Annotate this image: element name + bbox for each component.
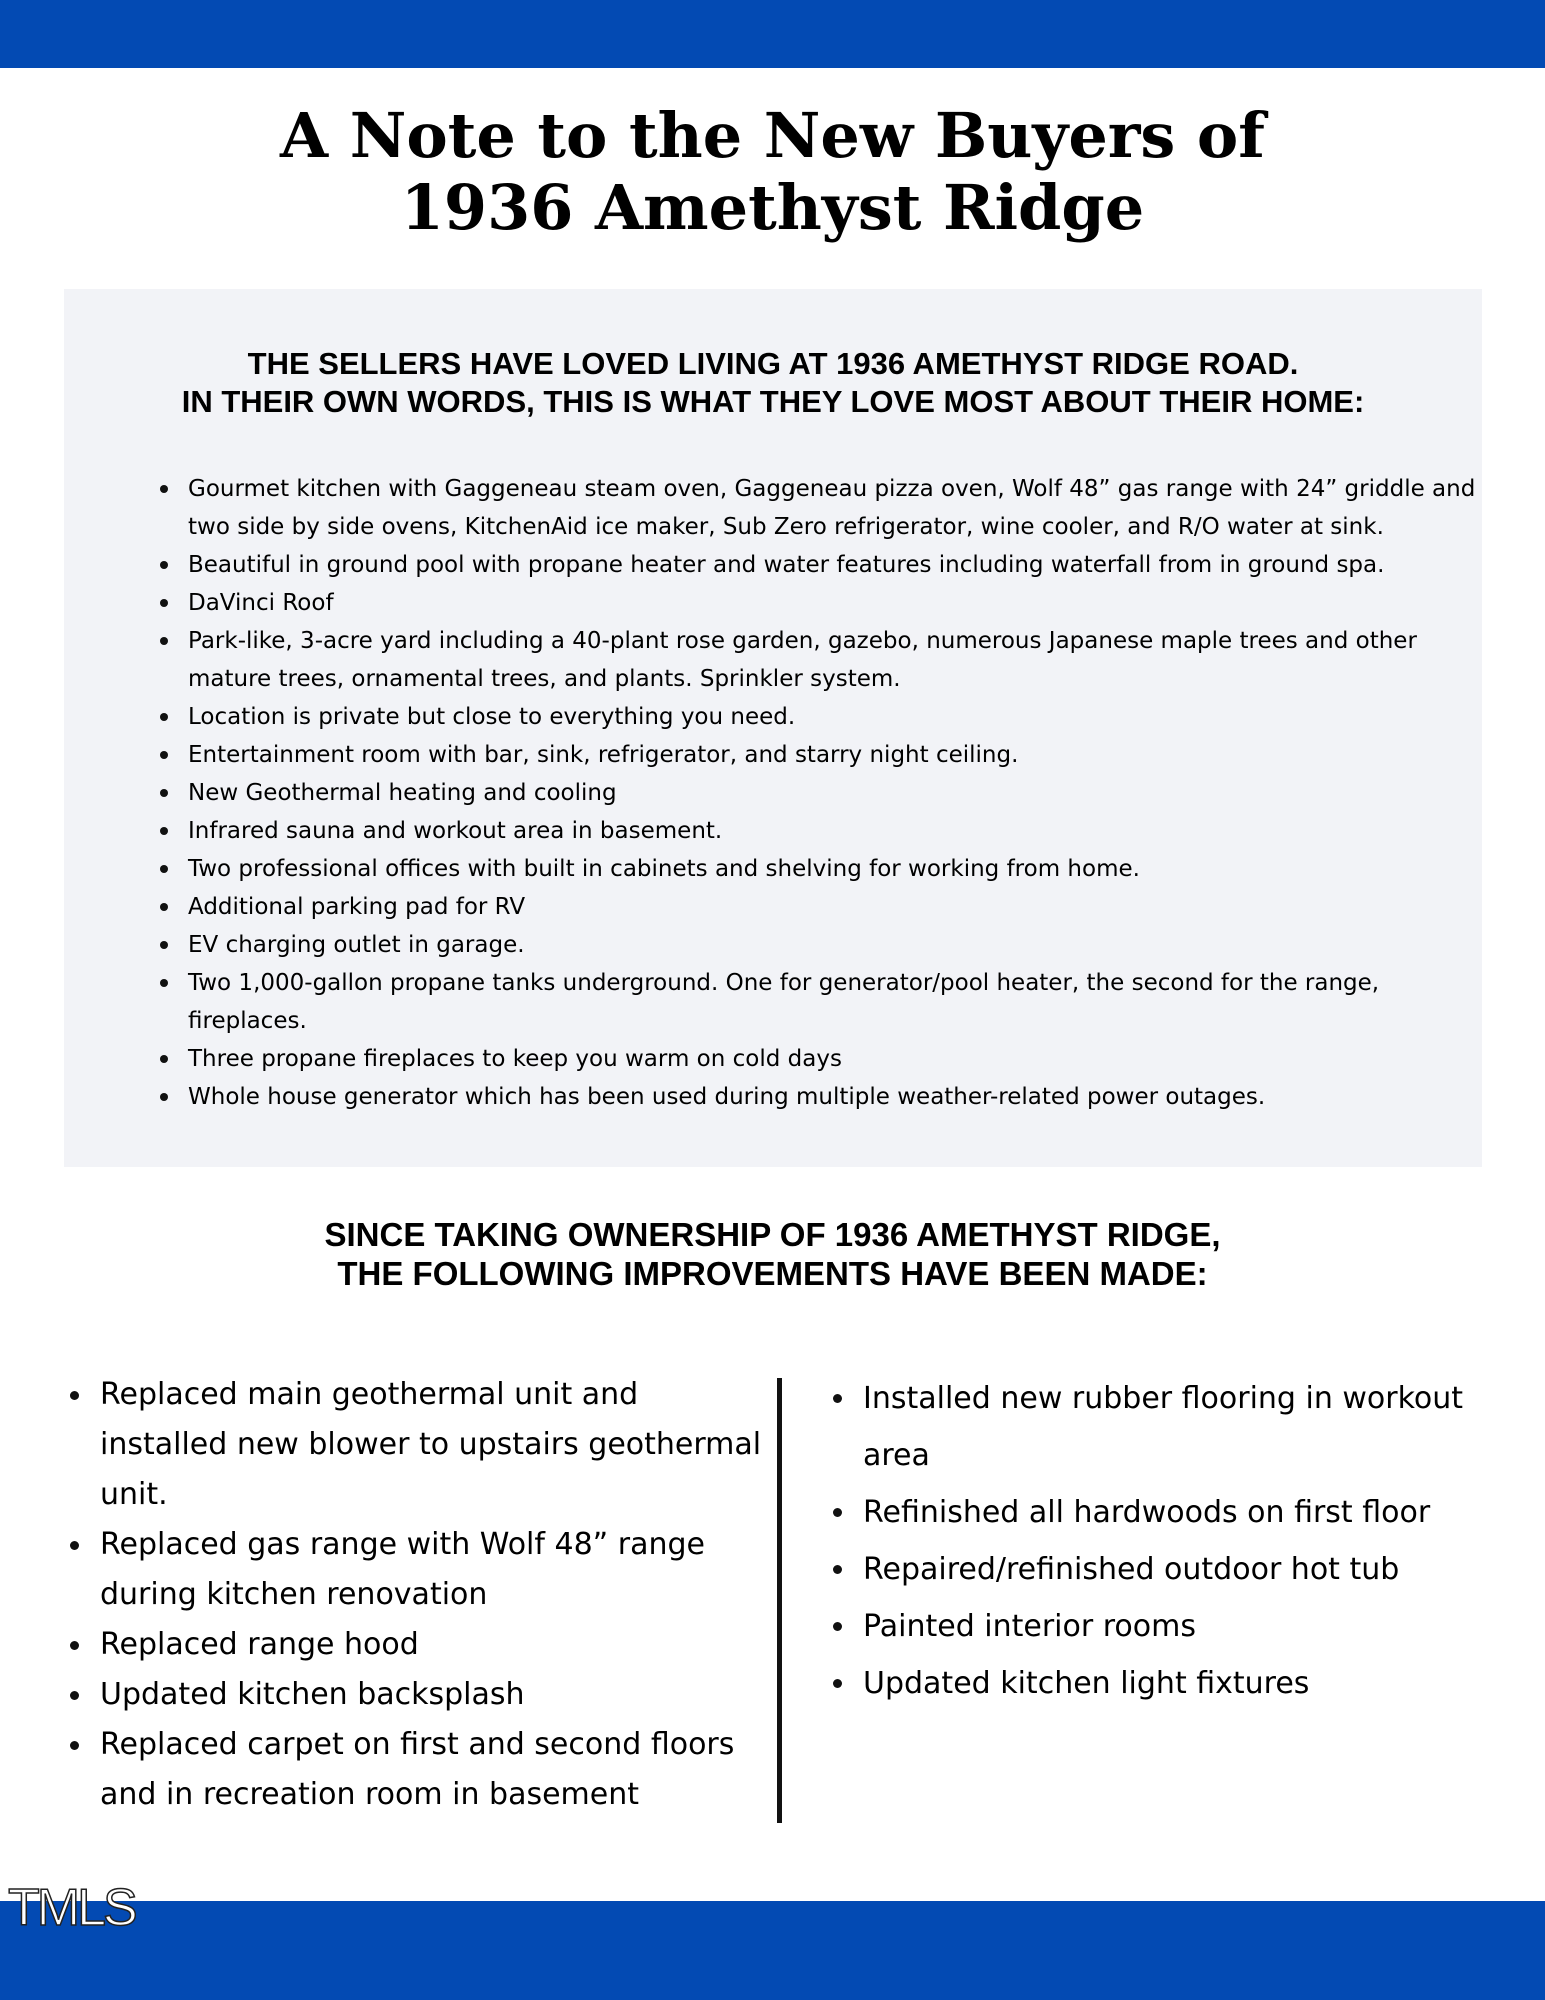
improvements-list-right [827,1370,1527,1712]
list-item: Updated kitchen light fixtures [827,1655,1527,1712]
list-item: Updated kitchen backsplash [64,1670,764,1720]
list-item: Beautiful in ground pool with propane heater and water features including waterfall from in ground spa. [156,546,1496,584]
list-item: Replaced range hood [64,1620,764,1670]
list-item: Entertainment room with bar, sink, refrigerator, and starry night ceiling. [156,736,1496,774]
improvements-heading-line-1: SINCE TAKING OWNERSHIP OF 1936 AMETHYST RIDGE, [324,1216,1221,1253]
list-item: Location is private but close to everything you need. [156,698,1496,736]
list-item: Two professional offices with built in cabinets and shelving for working from home. [156,850,1496,888]
seller-loves-heading [64,345,1482,421]
list-item: DaVinci Roof [156,584,1496,622]
list-item: Additional parking pad for RV [156,888,1496,926]
list-item: EV charging outlet in garage. [156,926,1496,964]
top-brand-bar [0,0,1545,68]
seller-loves-list [156,470,1496,1116]
list-item: Two 1,000-gallon propane tanks underground. One for generator/pool heater, the second for the range, fireplaces. [156,964,1496,1040]
list-item: Replaced main geothermal unit and installed new blower to upstairs geothermal unit. [64,1370,764,1520]
list-item: Repaired/refinished outdoor hot tub [827,1541,1527,1598]
improvements-heading [0,1215,1545,1293]
improvements-list-left [64,1370,764,1820]
list-item: Refinished all hardwoods on first floor [827,1484,1527,1541]
page-title-line-2: 1936 Amethyst Ridge [400,171,1145,244]
column-divider [777,1378,782,1823]
list-item: Installed new rubber flooring in workout area [827,1370,1527,1484]
seller-loves-panel [64,289,1482,1167]
list-item: Three propane fireplaces to keep you warm on cold days [156,1040,1496,1078]
list-item: Gourmet kitchen with Gaggeneau steam oven, Gaggeneau pizza oven, Wolf 48” gas range with 24” griddle and two side by side ovens, KitchenAid ice maker, Sub Zero refrigerator, wine cooler, and R/O water at sink. [156,470,1496,546]
list-item: Painted interior rooms [827,1598,1527,1655]
list-item: Replaced carpet on first and second floors and in recreation room in basement [64,1720,764,1820]
improvements-heading-line-2: THE FOLLOWING IMPROVEMENTS HAVE BEEN MADE: [337,1255,1208,1292]
bottom-brand-bar [0,1901,1545,2000]
list-item: Whole house generator which has been used during multiple weather-related power outages. [156,1078,1496,1116]
list-item: New Geothermal heating and cooling [156,774,1496,812]
list-item: Park-like, 3-acre yard including a 40-plant rose garden, gazebo, numerous Japanese maple trees and other mature trees, ornamental trees, and plants. Sprinkler system. [156,622,1496,698]
list-item: Replaced gas range with Wolf 48” range during kitchen renovation [64,1520,764,1620]
seller-loves-heading-line-2: IN THEIR OWN WORDS, THIS IS WHAT THEY LOVE MOST ABOUT THEIR HOME: [181,384,1365,419]
list-item: Infrared sauna and workout area in basement. [156,812,1496,850]
mls-logo: TMLS [8,1879,135,1937]
seller-loves-heading-line-1: THE SELLERS HAVE LOVED LIVING AT 1936 AMETHYST RIDGE ROAD. [247,346,1299,381]
page-title-line-1: A Note to the New Buyers of [280,99,1265,172]
page-title [0,100,1545,244]
